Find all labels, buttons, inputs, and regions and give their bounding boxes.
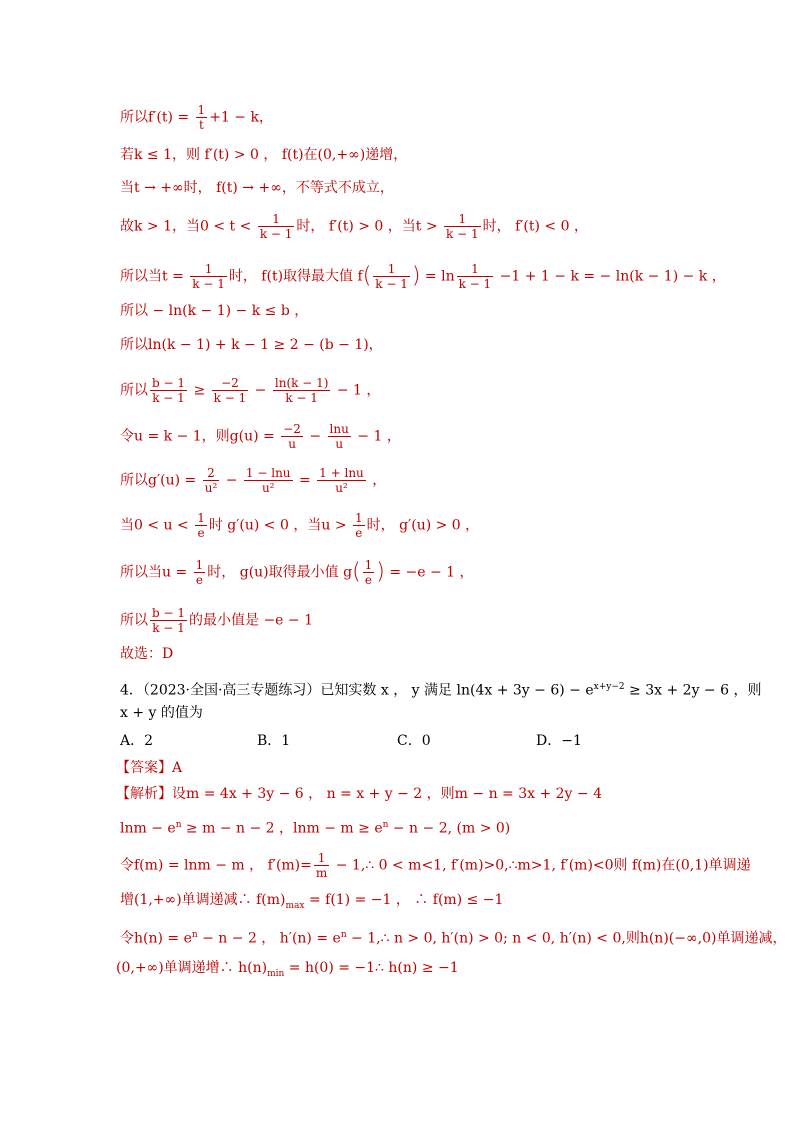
analysis-text: 设m = 4x + 3y − 6 ， n = x + y − 2 ，则m − n = 3x + 2y − 4 xyxy=(172,786,603,802)
text: − xyxy=(221,472,242,489)
text: 时， f′(t) > 0 ，当t > xyxy=(296,218,443,235)
option-b: B．1 xyxy=(257,733,291,749)
fraction xyxy=(317,466,366,495)
question-text: 4．（2023·全国·高三专题练习）已知实数 x ， y 满足 ln(4x + 3y − 6) − e xyxy=(120,682,594,699)
fraction-den: u xyxy=(281,436,303,451)
solution-line-1 xyxy=(120,103,682,132)
question-text: ≥ 3x + 2y − 6 ，则 xyxy=(624,682,762,699)
solution-line-5 xyxy=(120,262,726,291)
fraction-num: 1 − lnu xyxy=(245,466,291,480)
fraction-num: 1 xyxy=(197,103,206,117)
fraction xyxy=(444,212,481,241)
fraction-den: e xyxy=(353,525,365,540)
fraction xyxy=(457,262,494,291)
fraction-num: 2 xyxy=(207,466,215,480)
text: − xyxy=(250,382,271,399)
subscript: max xyxy=(285,900,305,911)
fraction xyxy=(244,466,293,495)
fraction xyxy=(196,103,208,132)
solution-line-11 xyxy=(120,511,682,540)
answer-line xyxy=(116,758,682,778)
paren-close: ) xyxy=(376,559,385,585)
analysis-label: 【解析】 xyxy=(116,786,172,802)
fraction-den: k − 1 xyxy=(446,227,479,241)
paren-close: ) xyxy=(411,263,421,289)
analysis-line-3 xyxy=(120,851,751,880)
analysis-text: 令f(m) = lnm − m ， f′(m)= xyxy=(120,857,312,874)
fraction-den: e xyxy=(195,525,207,540)
fraction-den: m xyxy=(315,866,328,880)
text: − xyxy=(304,428,326,445)
text: = −e − 1 ， xyxy=(384,564,474,581)
solution-line-13 xyxy=(120,606,682,635)
subscript: min xyxy=(267,968,285,979)
exponent: x+y−2 xyxy=(593,682,625,692)
text: 时， g′(u) > 0 ， xyxy=(366,517,480,534)
fraction-num: −2 xyxy=(283,422,301,436)
analysis-text: − n − 2 ， h′(n) = e xyxy=(197,930,341,947)
solution-line-3: 当t → +∞时， f(t) → +∞，不等式不成立， xyxy=(120,180,394,196)
option-d: D．−1 xyxy=(536,733,582,749)
fraction-num: 1 xyxy=(471,262,479,276)
analysis-text: 增(1,+∞)单调递减∴ f(m) xyxy=(120,892,286,908)
math: f′(t) = xyxy=(148,109,194,126)
fraction-den: k − 1 xyxy=(273,390,331,405)
solution-line-2: 若k ≤ 1，则 f′(t) > 0 ， f(t)在(0,+∞)递增， xyxy=(120,147,408,163)
fraction-num: 1 xyxy=(387,262,396,276)
text: 所以g′(u) = xyxy=(120,472,201,489)
fraction-num: b − 1 xyxy=(152,376,185,390)
fraction-den: k − 1 xyxy=(192,277,225,291)
solution-line-9 xyxy=(120,422,682,451)
analysis-text: − 1,∴ n > 0, h′(n) > 0; n < 0, h′(n) < 0,则h(n)(−∞,0)单调递减， xyxy=(346,930,787,947)
option-c: C．0 xyxy=(397,733,431,749)
math: +1 − k xyxy=(209,109,259,126)
fraction xyxy=(353,511,365,540)
fraction-num: 1 xyxy=(317,851,326,865)
text: 时， f(t)取得最大值 f xyxy=(228,268,363,285)
exponent: n xyxy=(191,930,198,940)
text: 故k > 1，当0 < t < xyxy=(120,218,256,235)
fraction xyxy=(194,558,206,587)
text: 时， f′(t) < 0 ， xyxy=(482,218,588,235)
fraction-num: 1 xyxy=(197,511,205,525)
text: = xyxy=(294,472,316,489)
fraction xyxy=(273,376,331,405)
fraction-den: e xyxy=(194,572,206,587)
fraction xyxy=(363,558,375,587)
text: ≥ xyxy=(189,382,210,399)
solution-line-12 xyxy=(120,558,682,587)
text: 时 g′(u) < 0 ，当u > xyxy=(208,517,351,534)
fraction-num: ln(k − 1) xyxy=(274,376,329,390)
fraction-num: 1 xyxy=(204,262,213,276)
text: − 1 ， xyxy=(332,382,381,399)
fraction-num: b − 1 xyxy=(152,606,185,620)
text: 时， g(u)取得最小值 g xyxy=(207,564,353,581)
answer-value: A xyxy=(172,760,183,776)
fraction xyxy=(150,376,187,405)
text: 所以当u = xyxy=(120,564,192,581)
solution-line-14: 故选：D xyxy=(120,646,174,662)
fraction-num: 1 + lnu xyxy=(319,466,364,480)
analysis-line-1 xyxy=(116,784,682,804)
fraction-num: −2 xyxy=(221,376,239,390)
exponent: n xyxy=(340,930,347,940)
fraction-num: 1 xyxy=(458,212,467,226)
fraction xyxy=(373,262,410,291)
text: = ln xyxy=(420,268,455,285)
fraction-num: 1 xyxy=(195,558,204,572)
fraction-den: k − 1 xyxy=(150,390,187,405)
analysis-text: lnm − e xyxy=(120,820,176,837)
fraction xyxy=(195,511,207,540)
fraction-num: 1 xyxy=(272,212,280,226)
analysis-text: − n − 2, (m > 0) xyxy=(388,820,511,837)
fraction-den: k − 1 xyxy=(458,277,492,291)
fraction xyxy=(328,422,351,451)
fraction-num: 1 xyxy=(364,558,373,572)
fraction-den: u² xyxy=(204,481,218,495)
analysis-line-4 xyxy=(120,890,682,916)
text: 的最小值是 −e − 1 xyxy=(189,612,314,629)
analysis-text: ≥ m − n − 2 ，lnm − m ≥ e xyxy=(181,820,383,837)
fraction-den: k − 1 xyxy=(150,620,187,635)
analysis-line-2 xyxy=(120,815,682,839)
fraction-den: k − 1 xyxy=(213,391,247,405)
fraction-den: u² xyxy=(317,480,366,495)
exponent: n xyxy=(382,820,389,830)
text: −1 + 1 − k = − ln(k − 1) − k ， xyxy=(495,268,726,285)
fraction-den: e xyxy=(363,572,375,587)
fraction-den: u xyxy=(328,436,351,451)
analysis-text: − 1,∴ 0 < m<1, f′(m)>0,∴m>1, f′(m)<0则 f(m)在(0,1)单调递 xyxy=(331,857,751,874)
exponent: n xyxy=(175,820,182,830)
analysis-text: (0,+∞)单调递增∴ h(n) xyxy=(116,960,268,976)
paren-open: ( xyxy=(352,559,361,585)
fraction-den: u² xyxy=(244,480,293,495)
question-4-stem xyxy=(120,677,762,701)
option-a: A．2 xyxy=(120,733,154,749)
analysis-text: = h(0) = −1∴ h(n) ≥ −1 xyxy=(284,960,459,976)
fraction-den: k − 1 xyxy=(375,277,408,291)
fraction xyxy=(190,262,227,291)
fraction xyxy=(212,376,249,405)
solution-line-10 xyxy=(120,466,682,495)
analysis-text: = f(1) = −1 ， ∴ f(m) ≤ −1 xyxy=(304,892,504,908)
fraction xyxy=(314,851,329,880)
text: 当0 < u < xyxy=(120,517,194,534)
text: ， xyxy=(367,472,387,489)
text: 所以 xyxy=(120,109,148,126)
fraction xyxy=(281,422,303,451)
fraction-den: t xyxy=(196,117,208,132)
analysis-text: 令h(n) = e xyxy=(120,930,192,947)
solution-line-4 xyxy=(120,212,682,241)
solution-line-8 xyxy=(120,376,682,405)
analysis-line-6 xyxy=(116,958,682,984)
question-4-stem-cont: x + y 的值为 xyxy=(120,705,203,721)
paren-open: ( xyxy=(362,263,372,289)
fraction-num: 1 xyxy=(355,511,363,525)
text: 所以当t = xyxy=(120,268,189,285)
fraction-num: lnu xyxy=(329,422,349,436)
solution-line-7: 所以ln(k − 1) + k − 1 ≥ 2 − (b − 1)， xyxy=(120,337,383,353)
analysis-line-5 xyxy=(120,925,787,949)
answer-label: 【答案】 xyxy=(116,760,172,776)
fraction xyxy=(203,466,220,495)
fraction xyxy=(150,606,187,635)
text: 所以 xyxy=(120,612,148,629)
text: − 1 ， xyxy=(352,428,401,445)
fraction xyxy=(258,212,295,241)
text: 所以 xyxy=(120,382,148,399)
text: 令u = k − 1，则g(u) = xyxy=(120,428,280,445)
fraction-den: k − 1 xyxy=(259,227,293,241)
solution-line-6: 所以 − ln(k − 1) − k ≤ b ， xyxy=(120,303,309,319)
text: ， xyxy=(258,109,273,126)
